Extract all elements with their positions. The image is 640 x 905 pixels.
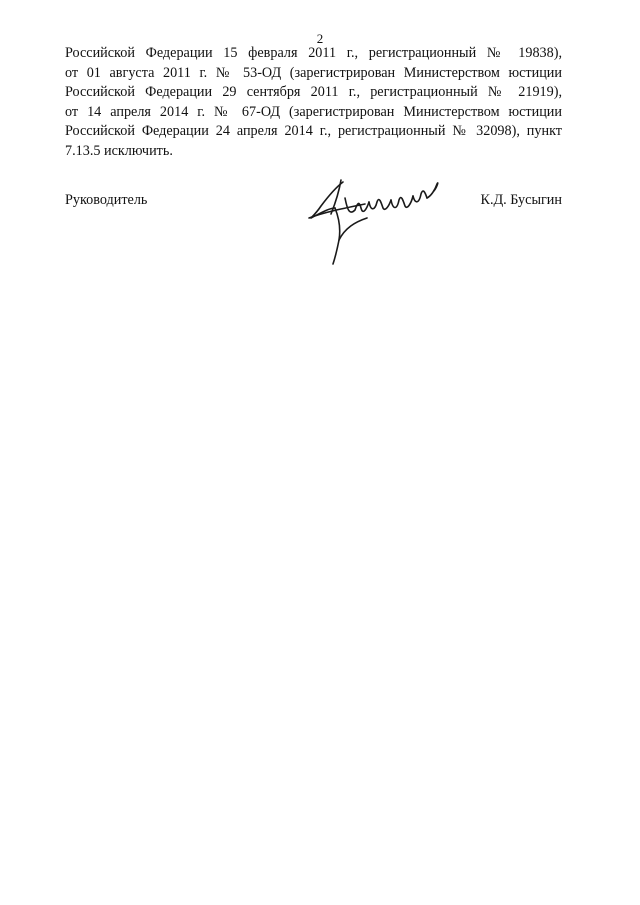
page-number: 2 — [316, 31, 324, 46]
body-paragraph — [65, 44, 562, 162]
paragraph-line: 7.13.5 исключить. — [65, 142, 173, 159]
signer-title: Руководитель — [65, 192, 148, 208]
paragraph-line: Российской Федерации 29 сентября 2011 г., регистрационный № 21919), — [65, 84, 562, 101]
paragraph-line: Российской Федерации 15 февраля 2011 г., регистрационный № 19838), — [65, 45, 562, 61]
paragraph-line: Российской Федерации 24 апреля 2014 г., регистрационный № 32098), пункт — [65, 123, 562, 140]
signature-block — [65, 192, 562, 272]
paragraph-line: от 14 апреля 2014 г. № 67-ОД (зарегистрирован Министерством юстиции — [65, 103, 562, 120]
handwritten-signature — [305, 178, 445, 270]
paragraph-line: от 01 августа 2011 г. № 53-ОД (зарегистрирован Министерством юстиции — [65, 64, 562, 81]
signer-name: К.Д. Бусыгин — [480, 192, 562, 208]
